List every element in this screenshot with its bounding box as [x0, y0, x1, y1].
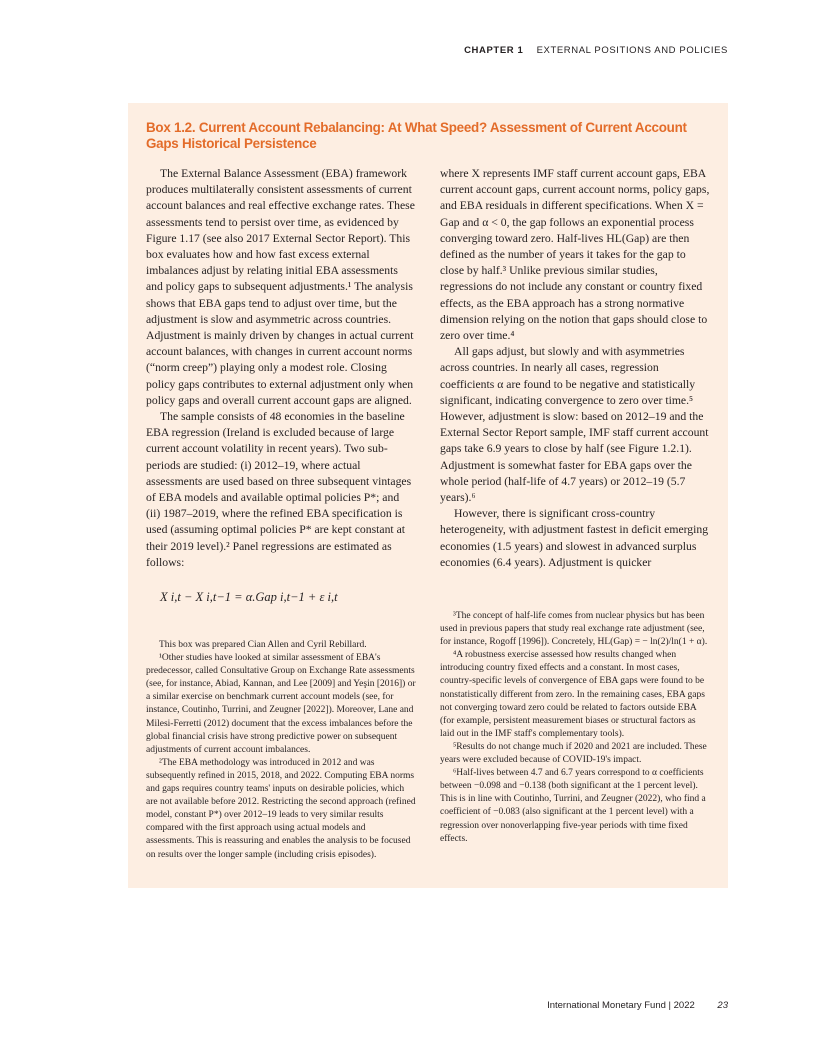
running-head [464, 45, 728, 56]
footnote: This box was prepared Cian Allen and Cyril Rebillard. [159, 640, 367, 650]
paragraph: The sample consists of 48 economies in the baseline EBA regression (Ireland is excluded because of large current account volatility in recent years). Two sub-periods are studied: (i) 2012–19, where actual assessments are used based on three subsequent vintages of EBA models and available optimal policies P*; and (ii) 1987–2019, where the refined EBA specification is used (assuming optimal policies P* are kept constant at their 2019 level).² Panel regressions are estimated as follows: [146, 410, 412, 569]
footnotes-left [146, 639, 416, 862]
page-footer [547, 1000, 728, 1011]
footnote: ²The EBA methodology was introduced in 2012 and was subsequently refined in 2015, 2018, and 2022. Computing EBA norms and gaps requires country teams' inputs on desirable policies, which are not available before 2012. Restricting the second approach (refined model, constant P*) over 2012–19 leads to very similar results compared with the first approach using actual models and assessments. This is reassuring and enables the analysis to be focused on results over the longer sample (including crisis episodes). [146, 757, 416, 860]
chapter-label: CHAPTER 1 [464, 45, 524, 56]
regression-equation: X i,t − X i,t−1 = α.Gap i,t−1 + ε i,t [160, 590, 338, 604]
footnote: ⁶Half-lives between 4.7 and 6.7 years correspond to α coefficients between −0.098 and −0.138 (both significant at the 1 percent level). This is in line with Coutinho, Turrini, and Zeugner (2022), who find a coefficient of −0.083 (also significant at the 1 percent level) with a regression over nonoverlapping five-year periods with time fixed effects. [440, 768, 706, 844]
right-column [440, 166, 710, 571]
paragraph: However, there is significant cross-country heterogeneity, with adjustment fastest in deficit emerging economies (1.5 years) and slowest in advanced surplus economies (6.4 years). Adjustment is quicker [440, 507, 709, 569]
paragraph: The External Balance Assessment (EBA) framework produces multilaterally consistent assessments of current account balances and real effective exchange rates. These assessments tend to persist over time, as evidenced by Figure 1.17 (see also 2017 External Sector Report). This box evaluates how and how fast excess external imbalances adjust by relating initial EBA assessments and policy gaps to subsequent adjustments.¹ The analysis shows that EBA gaps tend to adjust over time, but the adjustment is slow and asymmetric across countries. Adjustment is mainly driven by changes in actual current account balances, with changes in current account norms (“norm creep”) playing only a modest role. Closing policy gaps contributes to external adjustment only when policy gaps and overall current account gaps are aligned. [146, 167, 415, 407]
box-1-2 [128, 103, 728, 888]
publisher-label: International Monetary Fund | 2022 [547, 1000, 695, 1011]
paragraph: All gaps adjust, but slowly and with asymmetries across countries. In nearly all cases, regression coefficients α are found to be negative and statistically significant, indicating convergence to zero over time.⁵ However, adjustment is slow: based on 2012–19 and the External Sector Report sample, IMF staff current account gaps take 6.9 years to close by half (see Figure 1.2.1). Adjustment is somewhat faster for EBA gaps over the whole period (half-life of 4.7 years) or 2012–19 (5.7 years).⁶ [440, 345, 709, 505]
footnotes-right [440, 610, 712, 846]
paragraph: where X represents IMF staff current account gaps, EBA current account gaps, current account norms, policy gaps, and EBA residuals in different specifications. When X = Gap and α < 0, the gap follows an exponential process converging toward zero. Half-lives HL(Gap) are then defined as the number of years it takes for the gap to close by half.³ Unlike previous similar studies, regressions do not include any constant or country fixed effects, as the EBA approach has a strong normative dimension relying on the notion that gaps should close to zero over time.⁴ [440, 167, 710, 343]
section-label: EXTERNAL POSITIONS AND POLICIES [536, 45, 728, 56]
footnote: ¹Other studies have looked at similar assessment of EBA's predecessor, called Consultative Group on Exchange Rate assessments (see, for instance, Abiad, Kannan, and Lee [2009] and Yeşin [2016]) or a similar exercise on benchmark current account models (see, for instance, Coutinho, Turrini, and Zeugner [2022]). Moreover, Lane and Milesi-Ferretti (2012) document that the excess imbalances before the global financial crisis have strong predictive power on subsequent adjustments of current account imbalances. [146, 653, 416, 755]
footnote: ⁴A robustness exercise assessed how results changed when introducing country fixed effects and a constant. In most cases, country-specific levels of convergence of EBA gaps were found to be nonstatistically different from zero. In the remaining cases, EBA gaps not converging toward zero could be related to factors outside EBA (for example, persistent measurement biases or structural factors as laid out in the IMF staff's complementary tools). [440, 650, 705, 739]
page-number: 23 [717, 1000, 728, 1011]
box-title: Box 1.2. Current Account Rebalancing: At What Speed? Assessment of Current Account Gaps Historical Persistence [146, 120, 687, 151]
footnote: ³The concept of half-life comes from nuclear physics but has been used in previous papers that study real exchange rate adjustment (see, for instance, Rogoff [1996]). Concretely, HL(Gap) = − ln(2)/ln(1 + α). [440, 611, 708, 648]
footnote: ⁵Results do not change much if 2020 and 2021 are included. These years were excluded because of COVID-19's impact. [440, 741, 707, 766]
left-column [146, 166, 416, 571]
